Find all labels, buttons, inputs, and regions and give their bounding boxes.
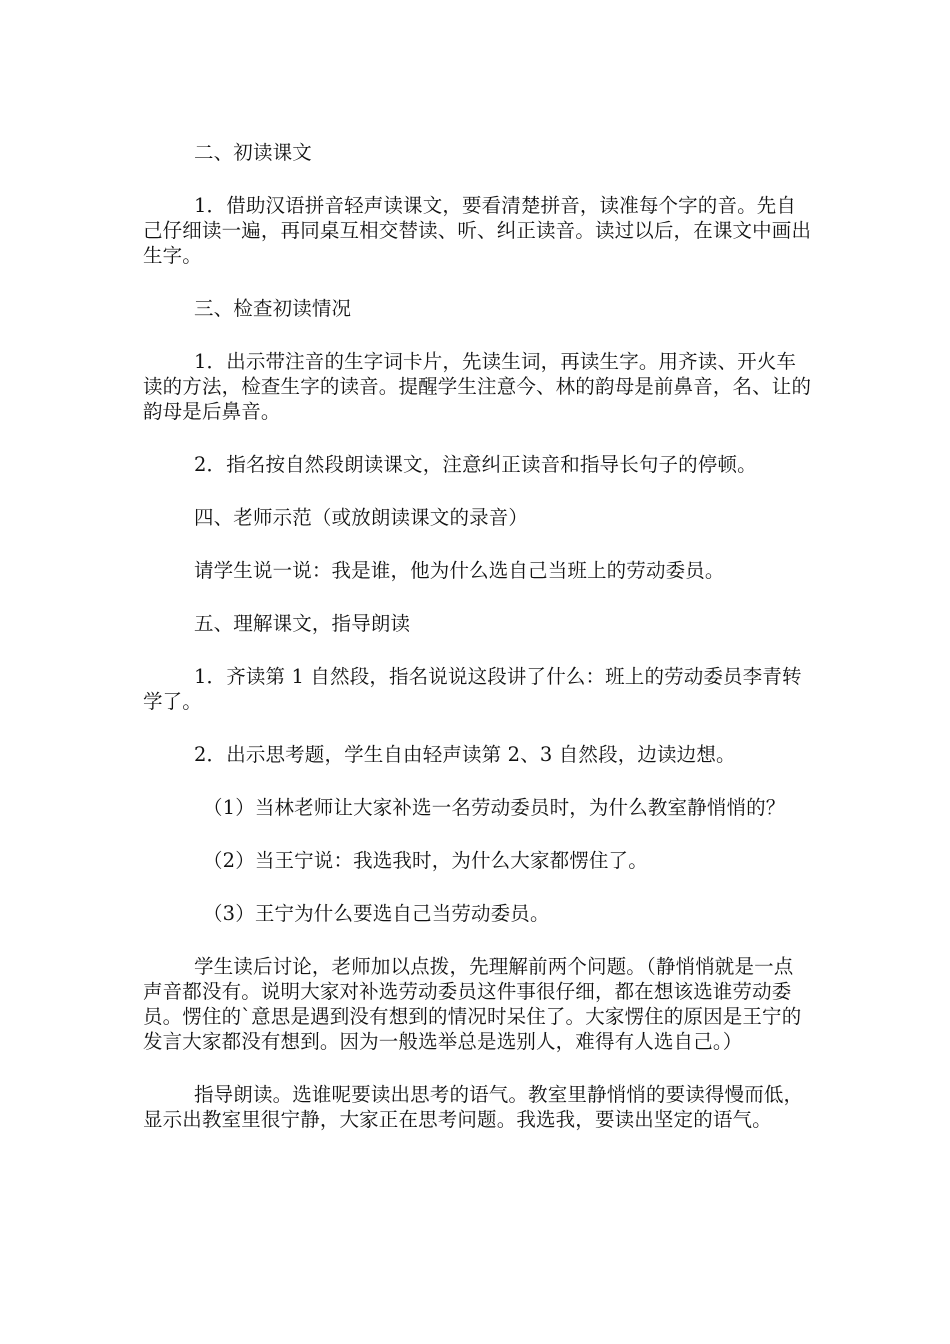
section-heading-understand-text: 五、理解课文，指导朗读	[194, 612, 411, 635]
paragraph-discussion: 学生读后讨论，老师加以点拨，先理解前两个问题。（静悄悄就是一点声音都没有。说明大家对补选劳动委员这件事很仔细，都在想该选谁劳动委员。愣住的`意思是遇到没有想到的情况时呆住了。大家愣住的原因是王宁的发言大家都没有想到。因为一般选举总是选别人，难得有人选自己。）	[143, 955, 802, 1053]
section-heading-teacher-demo: 四、老师示范（或放朗读课文的录音）	[194, 506, 529, 529]
paragraph-read-section-one: 1．齐读第 1 自然段，指名说说这段讲了什么：班上的劳动委员李青转学了。	[143, 665, 802, 713]
paragraph-thinking-questions: 2．出示思考题，学生自由轻声读第 2、3 自然段，边读边想。	[194, 743, 736, 766]
section-heading-first-reading: 二、初读课文	[194, 141, 312, 164]
question-item-2: （2）当王宁说：我选我时，为什么大家都愣住了。	[203, 849, 648, 872]
question-item-3: （3）王宁为什么要选自己当劳动委员。	[203, 902, 550, 925]
section-heading-check-reading: 三、检查初读情况	[194, 297, 352, 320]
document-body	[143, 140, 813, 1160]
paragraph-reading-guidance: 指导朗读。选谁呢要读出思考的语气。教室里静悄悄的要读得慢而低，显示出教室里很宁静，大家正在思考问题。我选我，要读出坚定的语气。	[143, 1083, 804, 1131]
paragraph-word-cards: 1．出示带注音的生字词卡片，先读生词，再读生字。用齐读、开火车读的方法，检查生字的读音。提醒学生注意今、林的韵母是前鼻音，名、让的韵母是后鼻音。	[143, 350, 812, 423]
paragraph-student-say: 请学生说一说：我是谁，他为什么选自己当班上的劳动委员。	[194, 559, 725, 582]
question-item-1: （1）当林老师让大家补选一名劳动委员时，为什么教室静悄悄的？	[203, 796, 786, 819]
paragraph-pinyin-reading: 1．借助汉语拼音轻声读课文，要看清楚拼音，读准每个字的音。先自己仔细读一遍，再同桌互相交替读、听、纠正读音。读过以后，在课文中画出生字。	[143, 194, 812, 267]
paragraph-read-by-section: 2．指名按自然段朗读课文，注意纠正读音和指导长句子的停顿。	[194, 453, 757, 476]
